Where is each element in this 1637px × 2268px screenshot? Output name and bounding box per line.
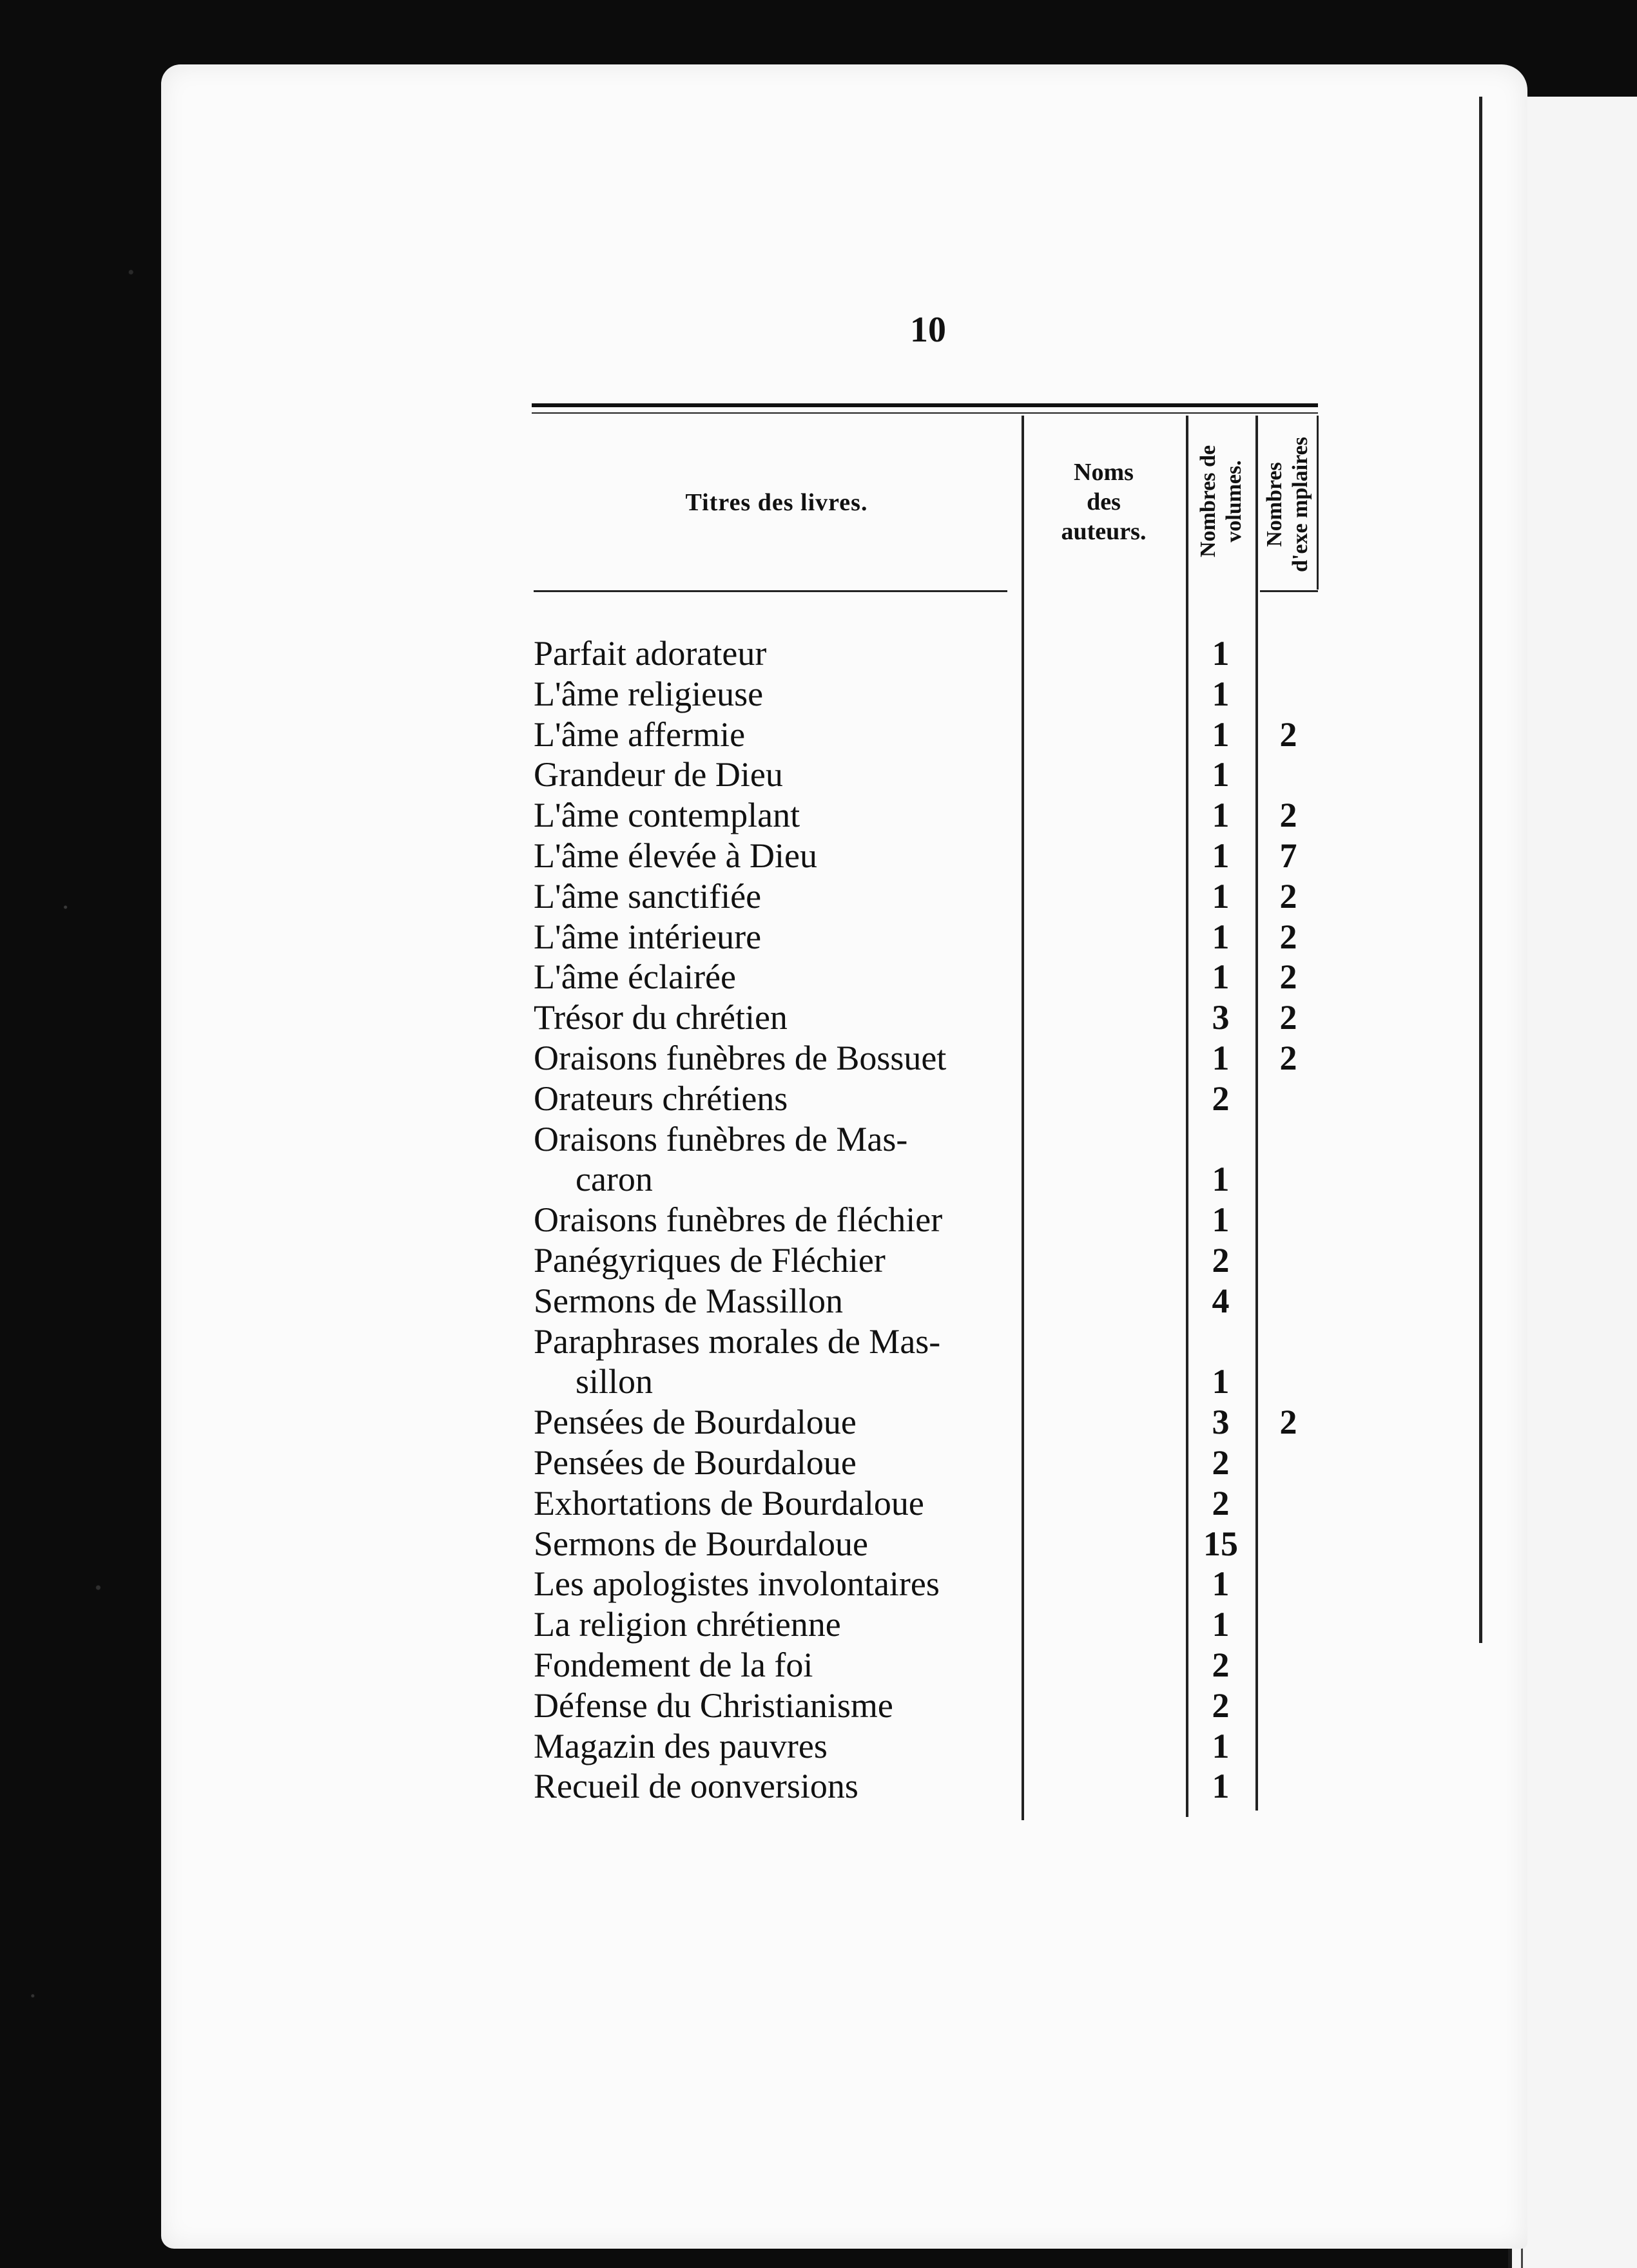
volume-count: 1	[1212, 674, 1230, 713]
copies-count: 2	[1279, 1039, 1297, 1077]
copies-count: 2	[1279, 957, 1297, 997]
volume-count: 2	[1212, 1686, 1230, 1725]
volume-count: 1	[1212, 1767, 1230, 1806]
book-title: L'âme éclairée	[534, 957, 736, 997]
header-copies-line: Nombres	[1262, 461, 1286, 547]
header-volumes-line: volumes.	[1222, 459, 1246, 543]
header-copies	[1260, 419, 1315, 590]
book-title: Les apologistes involontaires	[534, 1564, 940, 1604]
book-title: Trésor du chrétien	[534, 998, 788, 1037]
volume-count: 1	[1212, 634, 1230, 673]
volume-count: 1	[1212, 1160, 1230, 1199]
book-title: Pensées de Bourdaloue	[534, 1403, 857, 1442]
book-title: L'âme sanctifiée	[534, 876, 762, 916]
header-authors-line: auteurs.	[1061, 518, 1147, 545]
book-title: L'âme intérieure	[534, 917, 762, 956]
column-divider-copies	[1255, 416, 1258, 1811]
book-title: Sermons de Bourdaloue	[534, 1524, 868, 1563]
volume-count: 4	[1212, 1281, 1230, 1320]
header-bottom-rule-copies	[1260, 590, 1318, 592]
book-title: Parfait adorateur	[534, 634, 767, 673]
book-title: L'âme contemplant	[534, 796, 800, 835]
copies-count: 2	[1279, 998, 1297, 1037]
book-title: Magazin des pauvres	[534, 1726, 828, 1765]
copies-count: 2	[1279, 1403, 1297, 1442]
volume-count: 2	[1212, 1443, 1230, 1482]
table-top-rule-thin	[532, 412, 1318, 414]
copies-count: 2	[1279, 917, 1297, 956]
volume-count: 1	[1212, 796, 1230, 835]
header-volumes	[1192, 419, 1250, 583]
volume-count: 2	[1212, 1241, 1230, 1280]
volume-count: 15	[1203, 1524, 1238, 1563]
book-title: Panégyriques de Fléchier	[534, 1241, 886, 1280]
header-bottom-rule	[534, 590, 1007, 592]
book-title-continuation: caron	[576, 1160, 653, 1199]
book-title: La religion chrétienne	[534, 1605, 841, 1644]
book-title: Exhortations de Bourdaloue	[534, 1483, 924, 1523]
header-authors	[1025, 457, 1183, 546]
header-titles: Titres des livres.	[685, 489, 868, 516]
volume-count: 1	[1212, 1726, 1230, 1765]
book-title: Paraphrases morales de Mas-	[534, 1321, 941, 1361]
volume-count: 1	[1212, 1605, 1230, 1644]
book-title: Fondement de la foi	[534, 1646, 813, 1684]
volume-count: 1	[1212, 917, 1230, 956]
volume-count: 2	[1212, 1079, 1230, 1118]
volume-count: 3	[1212, 998, 1230, 1037]
column-divider-volumes	[1186, 416, 1188, 1817]
copies-count: 2	[1279, 876, 1297, 916]
book-title: Grandeur de Dieu	[534, 755, 783, 794]
header-authors-line: des	[1087, 488, 1121, 515]
book-title: Oraisons funèbres de Bossuet	[534, 1039, 947, 1077]
copies-count: 2	[1279, 715, 1297, 754]
copies-count: 2	[1279, 796, 1297, 835]
volume-count: 1	[1212, 957, 1230, 997]
volume-count: 1	[1212, 1362, 1230, 1401]
book-title: Oraisons funèbres de Mas-	[534, 1119, 908, 1158]
header-copies-line: d'exe mplaires	[1288, 436, 1312, 572]
volume-count: 1	[1212, 755, 1230, 794]
copies-count: 7	[1279, 836, 1297, 875]
volume-count: 2	[1212, 1483, 1230, 1523]
book-title: Défense du Christianisme	[534, 1686, 893, 1725]
book-title: Sermons de Massillon	[534, 1281, 843, 1320]
page-number: 10	[910, 310, 946, 350]
header-volumes-line: Nombres de	[1196, 445, 1220, 557]
book-title: L'âme religieuse	[534, 674, 764, 713]
header-authors-line: Noms	[1074, 459, 1134, 486]
book-title: L'âme élevée à Dieu	[534, 836, 817, 875]
book-title: L'âme affermie	[534, 715, 746, 754]
book-title: Oraisons funèbres de fléchier	[534, 1200, 943, 1240]
volume-count: 1	[1212, 1564, 1230, 1604]
volume-count: 1	[1212, 1039, 1230, 1077]
binding-edge	[1479, 97, 1482, 1643]
book-title: Recueil de oonversions	[534, 1767, 858, 1806]
volume-count: 1	[1212, 836, 1230, 875]
volume-count: 1	[1212, 715, 1230, 754]
volume-count: 3	[1212, 1403, 1230, 1442]
book-title: Orateurs chrétiens	[534, 1079, 788, 1118]
book-title-continuation: sillon	[576, 1362, 654, 1401]
table-top-rule	[532, 403, 1318, 407]
volume-count: 1	[1212, 1200, 1230, 1240]
book-title: Pensées de Bourdaloue	[534, 1443, 857, 1482]
adjacent-page-edge	[1508, 97, 1637, 2268]
volume-count: 1	[1212, 876, 1230, 916]
column-divider-authors	[1022, 416, 1024, 1820]
volume-count: 2	[1212, 1646, 1230, 1684]
column-divider-right	[1317, 416, 1319, 590]
